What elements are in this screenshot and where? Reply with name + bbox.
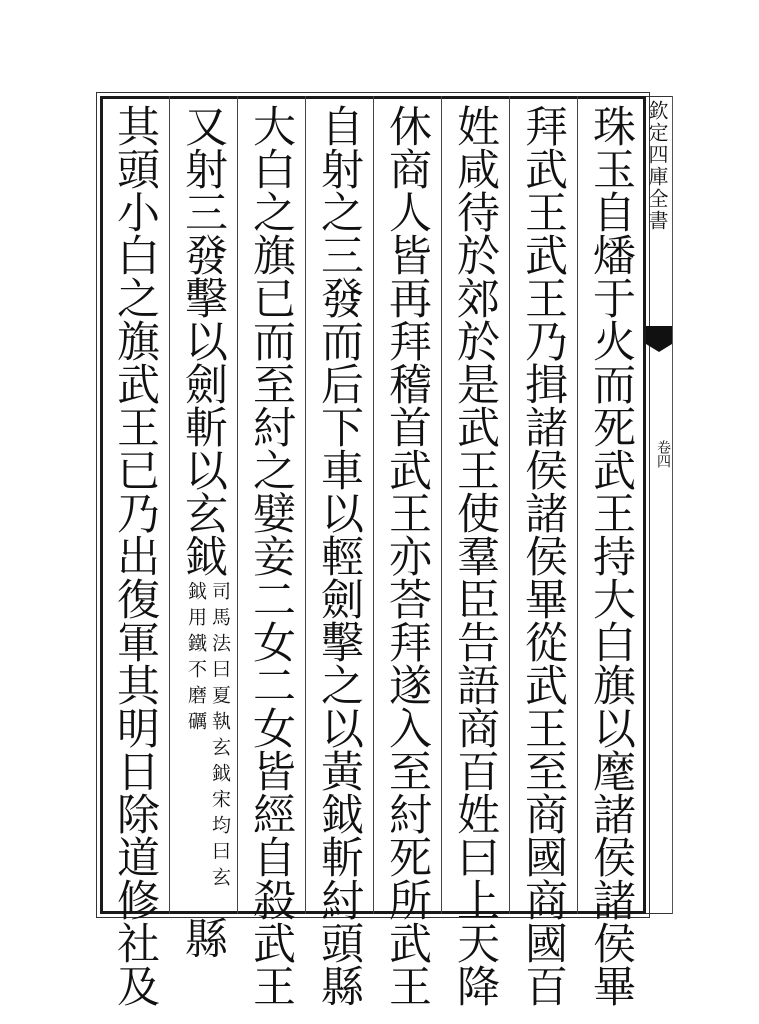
commentary-note: 司馬法曰夏執玄鉞宋均曰玄鉞用鐵不磨礪 — [185, 581, 231, 893]
text-column-1 — [582, 104, 640, 1007]
column-rule — [509, 96, 510, 914]
volume-label: 卷四 — [655, 440, 671, 468]
column-rule — [441, 96, 442, 914]
text-column-7 — [174, 104, 232, 959]
column-text: 姓咸待於郊於是武王使羣臣告語商百姓曰上天降 — [450, 104, 500, 1007]
column-text: 又射三發擊以劍斬以玄鉞 — [178, 104, 228, 577]
column-text: 其頭小白之旗武王已乃出復軍其明日除道修社及 — [110, 104, 160, 1007]
text-column-6 — [242, 104, 300, 1007]
column-rule — [305, 96, 306, 914]
column-rule — [577, 96, 578, 914]
edge-line — [672, 96, 673, 914]
text-column-2 — [514, 104, 572, 1007]
column-text: 自射之三發而后下車以輕劍擊之以黃鉞斬紂頭縣 — [314, 104, 364, 1007]
column-rule — [237, 96, 238, 914]
column-text: 珠玉自燔于火而死武王持大白旗以麾諸侯諸侯畢 — [586, 104, 636, 1007]
text-column-3 — [446, 104, 504, 1007]
column-rule — [373, 96, 374, 914]
column-text: 休商人皆再拜稽首武王亦荅拜遂入至紂死所武王 — [382, 104, 432, 1007]
book-title: 欽定四庫全書 — [645, 100, 669, 232]
text-column-5 — [310, 104, 368, 1007]
column-tail-text: 縣 — [178, 916, 228, 959]
fish-tail-mark — [646, 326, 672, 344]
text-column-8 — [106, 104, 164, 1007]
column-text: 大白之旗已而至紂之嬖妾二女二女皆經自殺武王 — [246, 104, 296, 1007]
text-column-4 — [378, 104, 436, 1007]
column-rule — [169, 96, 170, 914]
column-text: 拜武王武王乃揖諸侯諸侯畢從武王至商國商國百 — [518, 104, 568, 1007]
